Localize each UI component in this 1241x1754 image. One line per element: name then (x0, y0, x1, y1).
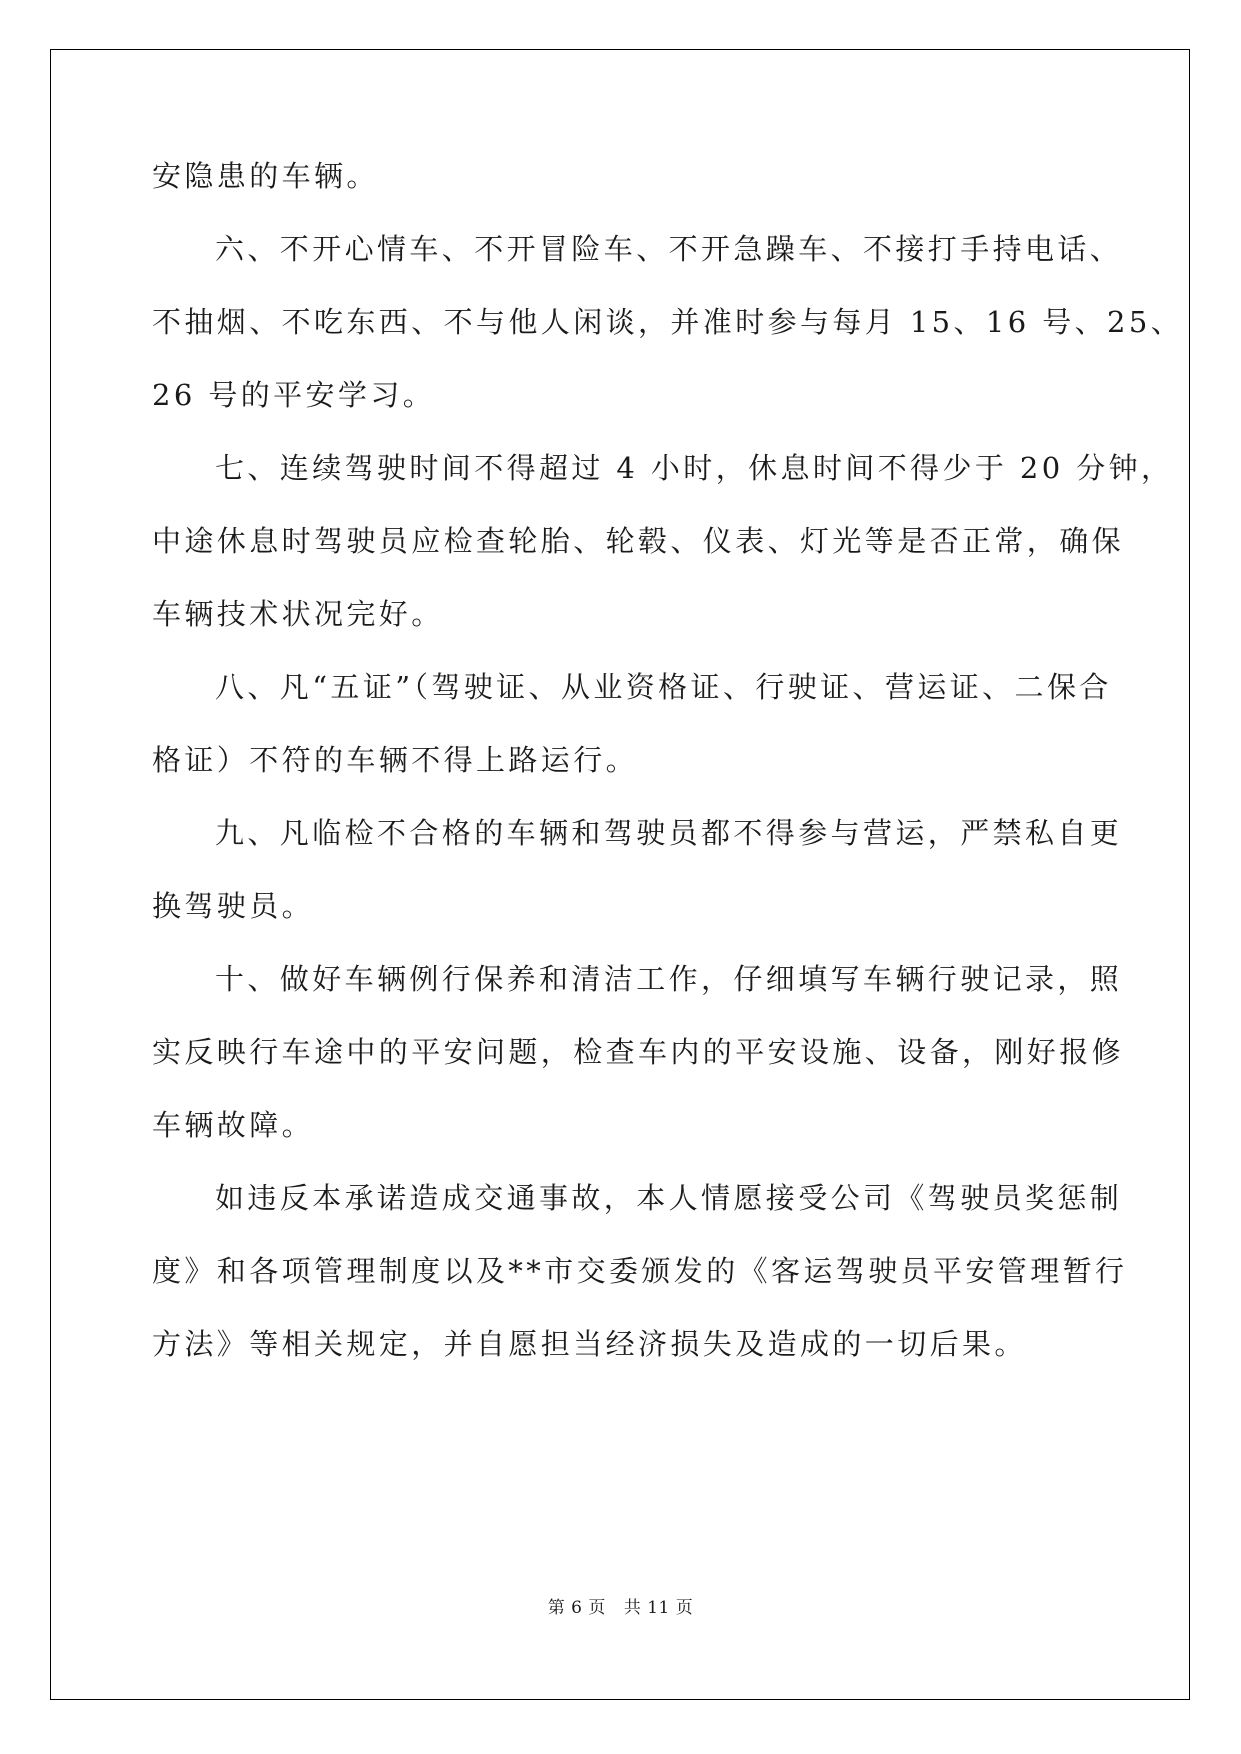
text-line: 格证）不符的车辆不得上路运行。 (152, 743, 639, 777)
text-line: 十、做好车辆例行保养和清洁工作，仔细填写车辆行驶记录，照 (215, 962, 1123, 996)
page-total: 共 11 页 (623, 1598, 694, 1618)
text-line: 九、凡临检不合格的车辆和驾驶员都不得参与营运，严禁私自更 (215, 816, 1123, 850)
text-line: 换驾驶员。 (152, 889, 315, 923)
text-line: 中途休息时驾驶员应检查轮胎、轮毂、仪表、灯光等是否正常，确保 (152, 524, 1125, 558)
text-line: 八、凡“五证”（驾驶证、从业资格证、行驶证、营运证、二保合 (215, 670, 1112, 704)
text-line: 六、不开心情车、不开冒险车、不开急躁车、不接打手持电话、 (215, 232, 1123, 266)
text-line: 不抽烟、不吃东西、不与他人闲谈，并准时参与每月 15、16 号、25、 (152, 305, 1184, 339)
text-line: 安隐患的车辆。 (152, 159, 379, 193)
page-number: 第 6 页 (547, 1598, 606, 1618)
text-line: 方法》等相关规定，并自愿担当经济损失及造成的一切后果。 (152, 1327, 1027, 1361)
text-line: 实反映行车途中的平安问题，检查车内的平安设施、设备，刚好报修 (152, 1035, 1125, 1069)
text-line: 车辆故障。 (152, 1108, 315, 1142)
page-footer (0, 1597, 1241, 1619)
text-line: 车辆技术状况完好。 (152, 597, 444, 631)
text-line: 度》和各项管理制度以及**市交委颁发的《客运驾驶员平安管理暂行 (152, 1254, 1128, 1288)
text-line: 七、连续驾驶时间不得超过 4 小时，休息时间不得少于 20 分钟， (215, 451, 1174, 485)
page-border (50, 49, 1190, 1700)
text-line: 26 号的平安学习。 (152, 378, 436, 412)
text-line: 如违反本承诺造成交通事故，本人情愿接受公司《驾驶员奖惩制 (215, 1181, 1123, 1215)
